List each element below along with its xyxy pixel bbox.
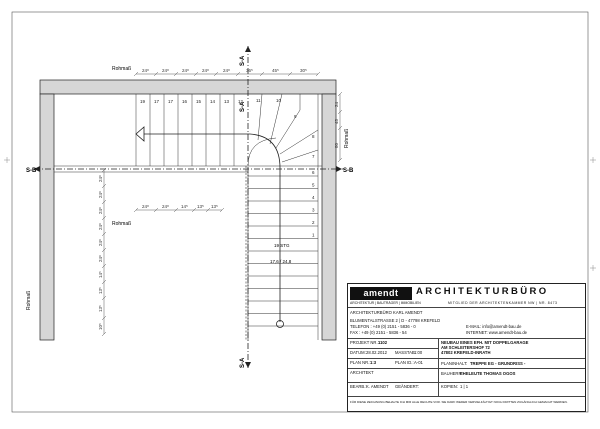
dim-label: 13⁵ xyxy=(197,204,204,209)
plan-id-label: PLAN ID.: xyxy=(395,360,414,365)
tread-number: 1 xyxy=(312,232,315,238)
project-no-label: PROJEKT NR.: xyxy=(350,340,379,345)
plan-no-value: 1:3 xyxy=(370,360,377,365)
date-label: DATUM: xyxy=(350,350,366,355)
copyright-footer: FÜR DIESE ZEICHNUNG BEHALTE ICH MIR ALLE RECHTE VOR. SIE DARF WEDER VERVIELFÄLTIGT NOCH DRITTEN ZUGÄNGLICH GEMACHT WERDEN. xyxy=(350,400,568,404)
divider xyxy=(438,368,585,369)
dim-label: 10⁵ xyxy=(98,323,103,330)
divider xyxy=(348,358,438,359)
dim-label: 24⁸ xyxy=(98,255,103,262)
project-desc-1: NEUBAU EINES EFH. MIT DOPPELGARAGE xyxy=(441,340,529,345)
firm-name: ARCHITEKTURBÜRO xyxy=(416,286,549,297)
office-email: E-MAIL: info@amendt-bau.de xyxy=(466,324,522,329)
dim-label: 36⁵ xyxy=(246,68,253,73)
tread-number: 11 xyxy=(256,98,261,103)
dim-label: 24⁸ xyxy=(98,191,103,198)
section-a-label-top: S-A xyxy=(240,55,246,66)
divider xyxy=(348,307,585,308)
tread-number: 15 xyxy=(196,99,202,104)
dim-label: 24⁸ xyxy=(182,68,189,73)
office-phone: TELEFON : +49 (0) 2151 - 5836 - 0 xyxy=(350,324,416,329)
office-fax: FAX : +49 (0) 2151 - 5836 - 54 xyxy=(350,330,407,335)
copies-value: 1 | 1 xyxy=(460,384,469,389)
dim-label: 24⁸ xyxy=(98,223,103,230)
tread-number: 8 xyxy=(312,134,315,139)
right-rohmass-label: Rohmaß xyxy=(344,128,350,148)
tread-number: 17 xyxy=(154,99,160,104)
dim-label: 14⁵ xyxy=(98,271,103,278)
project-desc-3: 47802 KREFELD-INRATH xyxy=(441,350,491,355)
divider xyxy=(348,348,438,349)
client-label: BAUHERR: xyxy=(441,371,463,376)
dim-label: 24⁸ xyxy=(98,207,103,214)
divider xyxy=(438,382,585,383)
title-block xyxy=(347,283,586,412)
dim-label: 14⁵ xyxy=(181,204,188,209)
stair-count-label: 19 STG xyxy=(274,243,290,248)
office-address: BLUMENTALSTRASSE 2 | D - 47798 KREFELD xyxy=(350,318,441,323)
dim-label: 24⁸ xyxy=(162,68,169,73)
dim-label: 24⁸ xyxy=(223,68,230,73)
divider xyxy=(438,358,585,359)
dim-label: 13⁵ xyxy=(98,305,103,312)
editor-label: BEARB.: xyxy=(350,384,367,389)
section-b-label-right: S-B xyxy=(343,168,354,174)
dim-label: 13⁵ xyxy=(98,287,103,294)
client-value: EHELEUTE THOMAS OGOS xyxy=(460,371,516,376)
dim-label: 24 xyxy=(334,101,339,107)
project-no: 1102 xyxy=(378,340,388,345)
tread-number: 13 xyxy=(224,99,230,104)
project-desc-2: AM SCHLEITERSHOF 72 xyxy=(441,345,490,350)
walking-line xyxy=(144,134,280,322)
office-name: ARCHITEKTURBÜRO KARL AMENDT xyxy=(350,310,423,315)
upper-flight-treads xyxy=(136,94,244,166)
tread-number: 19 xyxy=(140,99,146,104)
tread-number: 12 xyxy=(238,99,244,104)
slab-edges xyxy=(54,166,322,340)
left-rohmass-label: Rohmaß xyxy=(26,290,32,310)
tread-number: 6 xyxy=(312,170,315,175)
section-a-label-mid: S-A xyxy=(240,101,246,112)
firm-subline-right: MITGLIED DER ARCHITEKTENKAMMER NW | NR. 8473 xyxy=(448,301,558,305)
dim-label: 45 xyxy=(334,118,339,124)
direction-arrow xyxy=(136,127,144,141)
mid-rohmass-label: Rohmaß xyxy=(112,221,132,227)
tread-number: 16 xyxy=(182,99,188,104)
firm-subline-left: ARCHITEKTUR | BAUTRÄGER | IMMOBILIEN xyxy=(350,301,421,305)
plan-content-label: PLANINHALT: xyxy=(441,361,468,366)
section-a-label-bottom: S-A xyxy=(240,357,246,368)
date-value: 28.02.2012 xyxy=(366,350,387,355)
office-web: INTERNET: www.amendt-bau.de xyxy=(466,330,527,335)
tread-number: 17 xyxy=(168,99,174,104)
section-line-b xyxy=(34,166,344,172)
dim-label: 24⁸ xyxy=(98,175,103,182)
dim-label: 24⁸ xyxy=(162,204,169,209)
stair-ratio-label: 17,6 / 24,8 xyxy=(270,259,292,264)
tread-number: 3 xyxy=(312,207,315,213)
top-rohmass-label: Rohmaß xyxy=(112,66,132,72)
divider xyxy=(348,338,585,339)
dim-label: 80 xyxy=(334,142,339,148)
tread-number: 4 xyxy=(312,195,315,200)
lower-flight-treads xyxy=(248,94,318,326)
editor-value: K. AMENDT xyxy=(366,384,389,389)
tread-number: 9 xyxy=(294,114,297,119)
crop-marks xyxy=(4,157,596,271)
tread-number: 10 xyxy=(276,98,282,103)
tread-number: 2 xyxy=(312,220,315,225)
tread-number: 14 xyxy=(210,99,216,104)
dim-label: 24⁸ xyxy=(98,239,103,246)
architect-label: ARCHITEKT xyxy=(350,370,374,375)
plan-content-value: TREPPE EG - GRUNDRISS - xyxy=(470,361,526,366)
dim-label: 30⁵ xyxy=(300,68,307,73)
tread-number: 7 xyxy=(312,154,315,159)
copies-label: KOPIEN: xyxy=(441,384,458,389)
dim-label: 24⁸ xyxy=(202,68,209,73)
dim-label: 45⁵ xyxy=(272,68,279,73)
divider xyxy=(348,368,438,369)
scale-value: 1:00 xyxy=(414,350,423,355)
dim-label: 24⁸ xyxy=(142,68,149,73)
changed-label: GEÄNDERT: xyxy=(395,384,419,389)
firm-logo: amendt xyxy=(350,287,412,300)
scale-label: MASSTAB: xyxy=(395,350,416,355)
dim-label: 24⁸ xyxy=(142,204,149,209)
plan-id-value: A-01 xyxy=(414,360,423,365)
plan-no-label: PLAN NR.: xyxy=(350,360,371,365)
divider xyxy=(348,396,585,397)
section-b-label-left: S-B xyxy=(26,168,37,174)
dim-label: 13⁵ xyxy=(211,204,218,209)
tread-number: 5 xyxy=(312,182,315,188)
